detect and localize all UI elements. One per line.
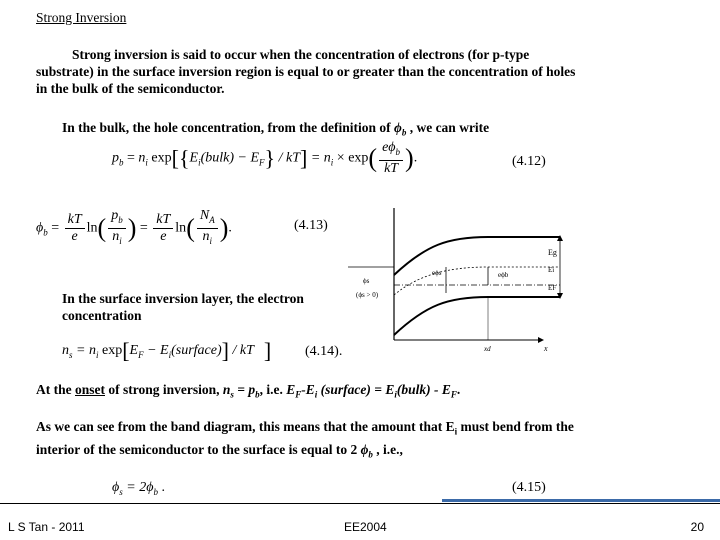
label-ef: EF bbox=[548, 284, 557, 292]
x-axis-arrow bbox=[538, 337, 544, 343]
label-phi-s: ϕs bbox=[363, 277, 370, 285]
footer-accent-bar bbox=[442, 499, 720, 502]
band-diagram-svg bbox=[348, 205, 563, 355]
footer-page-number: 20 bbox=[690, 520, 704, 534]
footer-divider bbox=[0, 503, 720, 504]
valence-band bbox=[394, 297, 560, 335]
footer-author: L S Tan - 2011 bbox=[8, 520, 85, 534]
equation-number-4-15: (4.15) bbox=[512, 480, 546, 495]
label-ephi-s: eϕs bbox=[432, 269, 442, 277]
onset-line: At the onset of strong inversion, $n_s = p_b$, i.e. $E_F-E_i$ (surface) = $E_i(bulk) - E_F$. bbox=[36, 382, 461, 400]
intrinsic-level-ei bbox=[394, 267, 560, 295]
equation-number-4-13: (4.13) bbox=[294, 218, 328, 233]
equation-number-4-14: (4.14). bbox=[305, 344, 343, 359]
slide-title: Strong Inversion bbox=[36, 10, 127, 25]
footer-course: EE2004 bbox=[344, 520, 387, 534]
surface-text: In the surface inversion layer, the electron concentration bbox=[62, 291, 304, 323]
label-ei: Ei bbox=[548, 266, 555, 274]
onset-word: onset bbox=[75, 382, 105, 397]
label-ephi-b: eϕb bbox=[498, 271, 509, 279]
band-diagram bbox=[348, 205, 563, 355]
bulk-text-end: , we can write bbox=[409, 120, 490, 135]
label-eg: Eg bbox=[548, 248, 557, 257]
intro-text: Strong inversion is said to occur when the concentration of electrons (for p-type substrate) in the surface inversion region is equal to or greater than the concentration of holes in the bulk of the semiconductor. bbox=[36, 47, 576, 96]
bulk-text-start: In the bulk, the hole concentration, from the definition of bbox=[62, 120, 391, 135]
label-xd: xd bbox=[484, 345, 491, 353]
bulk-text bbox=[62, 120, 489, 138]
equation-number-4-12: (4.12) bbox=[512, 154, 546, 169]
label-phi-s-condition: (ϕs > 0) bbox=[356, 291, 379, 299]
equation-4-13: $\phi_b$ = $\frac{kT}{e}$ ln( $\frac{p_b}{n_i}$ ) = $\frac{kT}{e}$ ln( $\frac{N_A}{n_i}$ ). bbox=[36, 208, 232, 246]
equation-4-14: $n_s = n_i$ $\exp[E_F$ − $E_i(surface)$] / kT ] bbox=[62, 338, 272, 363]
equation-4-12: $p_b = n_i$ $\exp[\{E_i(bulk) - E_F\} / kT] = n_i \times \exp$( $\frac{e\phi_b}{kT}$ ). bbox=[112, 140, 418, 176]
equation-4-15: $\phi_s = 2\phi_b$ . bbox=[112, 480, 165, 497]
conduction-band bbox=[394, 237, 560, 275]
bulk-phi: $\phi_b$ bbox=[394, 120, 407, 138]
label-x: x bbox=[544, 344, 548, 353]
band-bend-text: As we can see from the band diagram, this means that the amount that $E_i$ must bend from the interior of the semiconductor to the surface is equal to 2 $\phi_b$ , i.e., bbox=[36, 419, 574, 460]
band-phi: $\phi_b$ bbox=[360, 441, 373, 460]
intro-paragraph bbox=[36, 46, 581, 97]
